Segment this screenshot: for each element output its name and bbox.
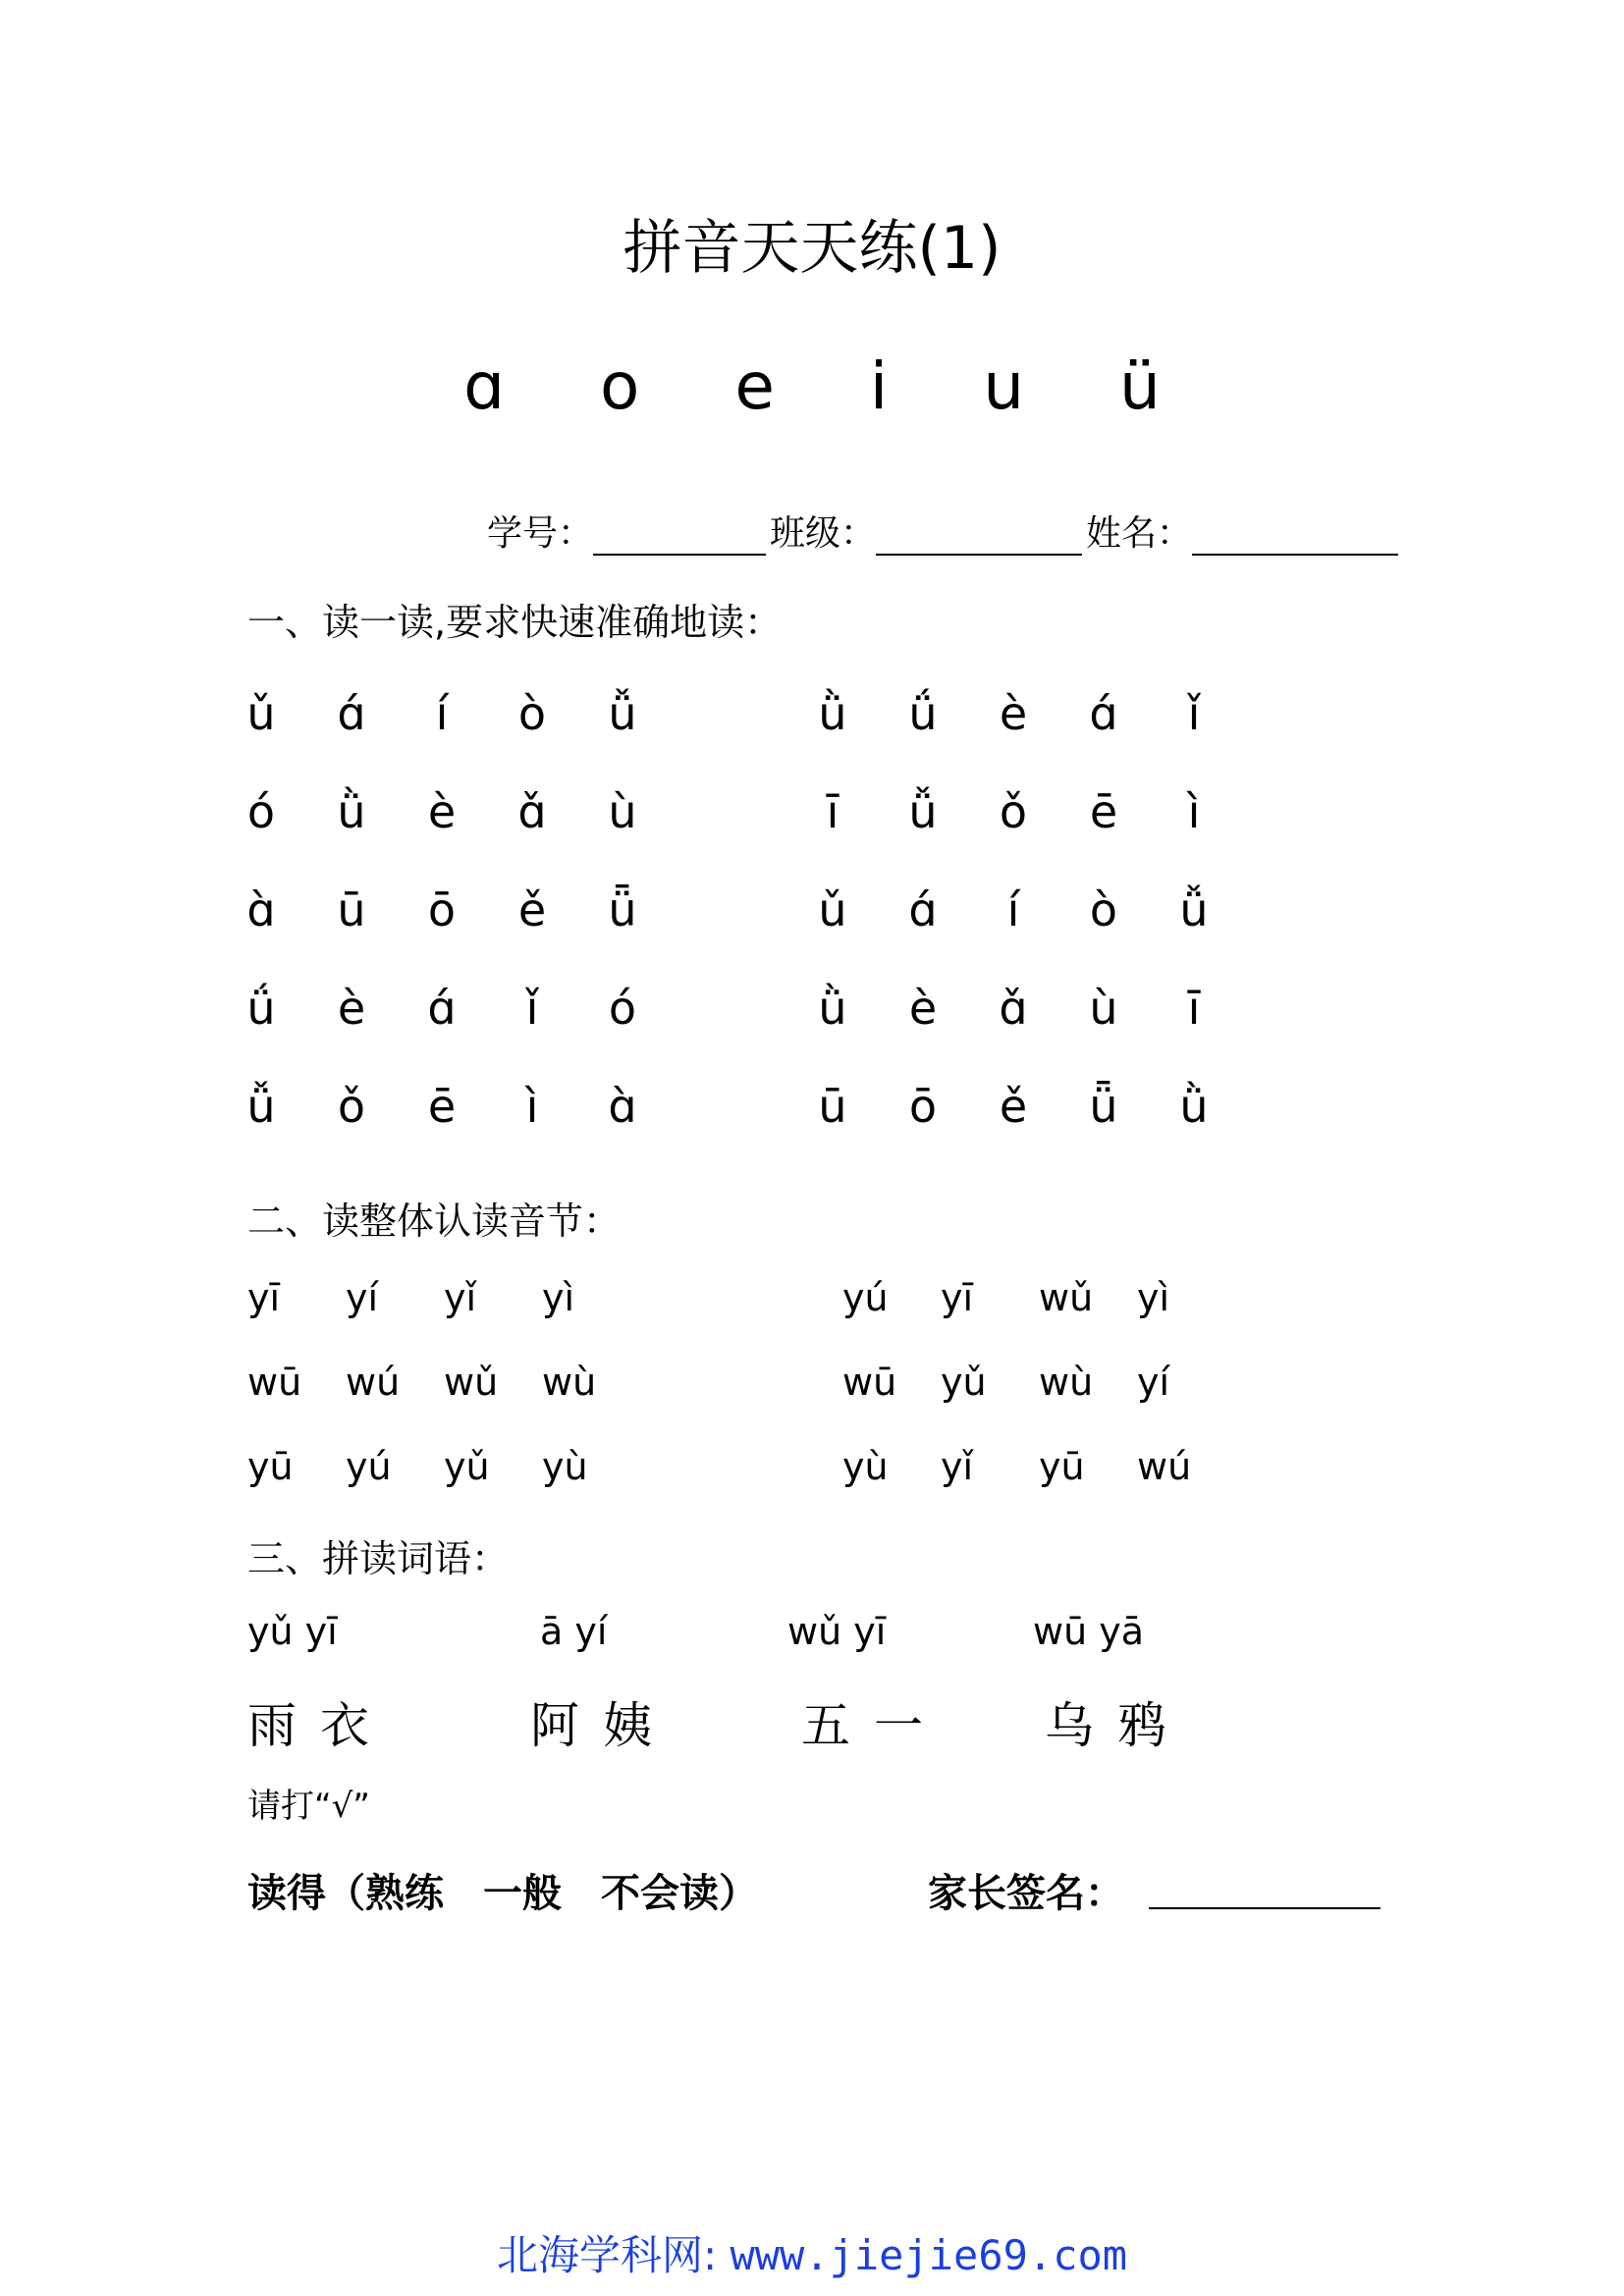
tone-row xyxy=(247,1080,1327,1139)
syllable: yì xyxy=(542,1276,575,1319)
syllable: yí xyxy=(346,1276,379,1319)
section-1-heading: 一、读一读,要求快速准确地读： xyxy=(247,601,783,644)
student-no-field[interactable] xyxy=(593,514,766,556)
tone-vowel: ě xyxy=(517,883,547,936)
section-3-heading: 三、拼读词语： xyxy=(247,1537,510,1580)
tone-vowel: ō xyxy=(427,883,457,936)
rating-options: 读得（熟练 一般 不会读） xyxy=(247,1871,758,1916)
tone-vowel: è xyxy=(999,687,1028,740)
syllable: yù xyxy=(542,1445,588,1488)
syllable: yǐ xyxy=(941,1445,974,1488)
syllable: yī xyxy=(247,1276,281,1319)
syllable: wū xyxy=(842,1361,897,1404)
syllable: yū xyxy=(1039,1445,1085,1488)
tone-vowel: í xyxy=(1006,883,1020,936)
tone-vowel: ó xyxy=(608,982,637,1035)
syllable: yǐ xyxy=(444,1276,477,1319)
tone-vowel: ù xyxy=(1089,982,1118,1035)
word-hanzi: 五一 xyxy=(801,1697,947,1754)
syllable: yì xyxy=(1137,1276,1170,1319)
class-label: 班级： xyxy=(770,513,877,554)
word-hanzi: 乌鸦 xyxy=(1045,1697,1190,1754)
name-label: 姓名： xyxy=(1086,513,1193,554)
tone-vowel: ɑ́ xyxy=(908,883,938,936)
tone-vowel: ǜ xyxy=(818,982,847,1035)
word-hanzi: 阿姨 xyxy=(530,1697,676,1754)
tone-row xyxy=(247,785,1327,844)
syllable: wù xyxy=(1039,1361,1094,1404)
tone-vowel: ǔ xyxy=(818,883,847,936)
tone-vowel: ǘ xyxy=(908,687,938,740)
syllable: yī xyxy=(941,1276,974,1319)
parent-sign-field[interactable] xyxy=(1149,1907,1380,1909)
syllable-row xyxy=(247,1445,1327,1494)
syllable: yí xyxy=(1137,1361,1170,1404)
tone-vowel: ǜ xyxy=(337,785,366,838)
tone-vowel: ǔ xyxy=(246,687,276,740)
syllable: wǔ xyxy=(444,1361,499,1404)
syllable-row xyxy=(247,1276,1327,1325)
tone-vowel: ǐ xyxy=(1187,687,1201,740)
vowel-banner: ɑ o e i u ü xyxy=(463,348,1198,424)
syllable: yú xyxy=(346,1445,392,1488)
student-info-row xyxy=(487,506,1402,556)
section-2-heading: 二、读整体认读音节： xyxy=(247,1200,622,1243)
tone-vowel: ǜ xyxy=(818,687,847,740)
page-title: 拼音天天练(1) xyxy=(623,214,1001,283)
syllable: yú xyxy=(842,1276,889,1319)
tone-vowel: ī xyxy=(826,785,839,838)
syllable: wù xyxy=(542,1361,597,1404)
tone-vowel: ē xyxy=(1089,785,1118,838)
tone-row xyxy=(247,982,1327,1041)
tone-row xyxy=(247,883,1327,942)
syllable-row xyxy=(247,1361,1327,1410)
tone-vowel: ɑ̀ xyxy=(608,1080,637,1133)
word-pinyin: wǔ yī xyxy=(787,1610,887,1653)
syllable: wǔ xyxy=(1039,1276,1094,1319)
tone-vowel: í xyxy=(435,687,449,740)
tone-vowel: ò xyxy=(517,687,547,740)
footer-site-name: 北海学科网: xyxy=(496,2231,718,2279)
word-pinyin: ā yí xyxy=(540,1610,608,1653)
syllable: yù xyxy=(842,1445,889,1488)
tone-vowel: ì xyxy=(525,1080,539,1133)
tone-vowel: ō xyxy=(908,1080,938,1133)
parent-sign-label: 家长签名： xyxy=(928,1871,1124,1916)
tone-vowel: ù xyxy=(608,785,637,838)
tone-vowel: ū xyxy=(337,883,366,936)
tone-vowel: è xyxy=(427,785,457,838)
tone-vowel: ò xyxy=(1089,883,1118,936)
tone-vowel: ɑ̀ xyxy=(246,883,276,936)
tone-vowel: ɑ́ xyxy=(427,982,457,1035)
tone-vowel: ū xyxy=(818,1080,847,1133)
student-no-label: 学号： xyxy=(487,513,594,554)
tone-vowel: è xyxy=(337,982,366,1035)
tone-vowel: ǖ xyxy=(1089,1080,1118,1133)
tone-vowel: ǐ xyxy=(525,982,539,1035)
tone-vowel: ì xyxy=(1187,785,1201,838)
word-pinyin: wū yā xyxy=(1033,1610,1145,1653)
syllable: yū xyxy=(247,1445,294,1488)
footer-watermark xyxy=(0,2223,1624,2282)
class-field[interactable] xyxy=(876,514,1082,556)
check-prompt: 请打“√” xyxy=(247,1787,370,1826)
tone-vowel: ǒ xyxy=(337,1080,366,1133)
word-hanzi: 雨衣 xyxy=(247,1697,393,1754)
tone-vowel: ǚ xyxy=(608,687,637,740)
tone-vowel: ɑ́ xyxy=(337,687,366,740)
tone-vowel: ě xyxy=(999,1080,1028,1133)
syllable: wū xyxy=(247,1361,302,1404)
name-field[interactable] xyxy=(1192,514,1398,556)
tone-vowel: ɑ̌ xyxy=(999,982,1028,1035)
tone-vowel: ī xyxy=(1187,982,1201,1035)
footer-url[interactable]: www.jiejie69.com xyxy=(730,2231,1128,2279)
tone-vowel: ǚ xyxy=(1179,883,1209,936)
tone-vowel: ǖ xyxy=(608,883,637,936)
tone-vowel: ɑ̌ xyxy=(517,785,547,838)
syllable: wú xyxy=(1137,1445,1192,1488)
tone-vowel: ǚ xyxy=(908,785,938,838)
syllable: yǔ xyxy=(444,1445,490,1488)
word-pinyin: yǔ yī xyxy=(247,1610,338,1653)
syllable: yǔ xyxy=(941,1361,987,1404)
tone-vowel: ǚ xyxy=(246,1080,276,1133)
tone-vowel: ǒ xyxy=(999,785,1028,838)
tone-vowel: ǜ xyxy=(1179,1080,1209,1133)
tone-row xyxy=(247,687,1327,746)
tone-vowel: ó xyxy=(246,785,276,838)
tone-vowel: è xyxy=(908,982,938,1035)
syllable: wú xyxy=(346,1361,401,1404)
tone-vowel: ǘ xyxy=(246,982,276,1035)
tone-vowel: ē xyxy=(427,1080,457,1133)
tone-vowel: ɑ́ xyxy=(1089,687,1118,740)
